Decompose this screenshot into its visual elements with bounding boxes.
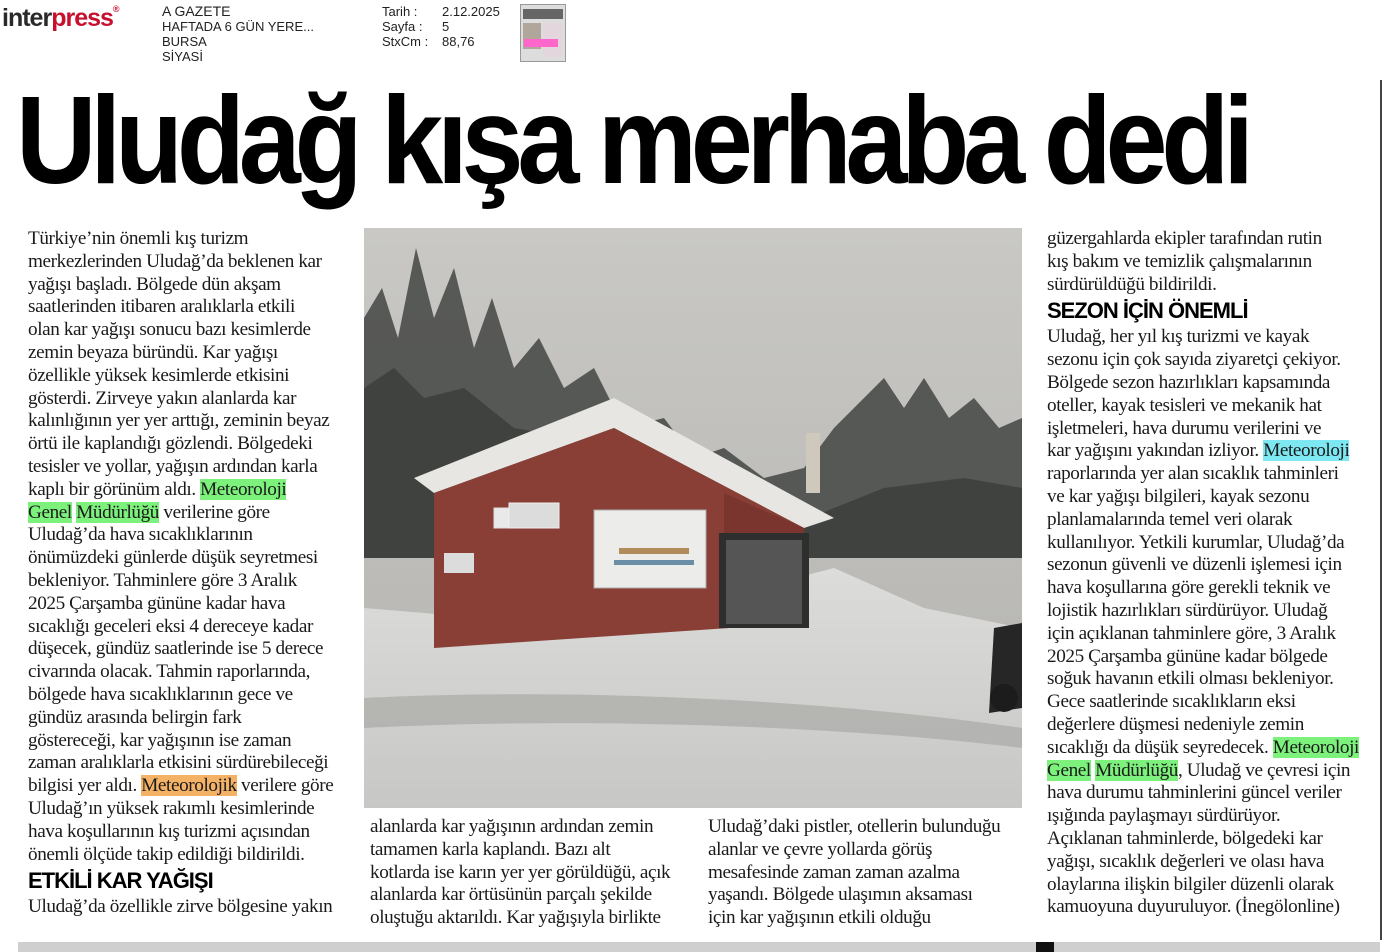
logo-text-press: press	[51, 4, 113, 32]
page-value: 5	[442, 19, 450, 34]
bottom-marker	[1036, 942, 1054, 952]
article-column-4	[1047, 228, 1373, 919]
article-column-2	[370, 816, 695, 930]
date-label: Tarih :	[382, 4, 418, 19]
col1-line: tesisler ve yollar, yağışın ardından karla	[28, 455, 318, 477]
col2-line: alanlarda kar yağışının ardından zemin	[370, 816, 654, 837]
col1-line: gündüz arasında belirgin fark	[28, 706, 242, 728]
col1-line: zemin beyaza büründü. Kar yağışı	[28, 341, 278, 363]
highlight-genel[interactable]: Genel	[28, 501, 72, 523]
col1-line	[28, 502, 358, 525]
col4-line: olaylarına ilişkin bilgiler düzenli olarak	[1047, 873, 1334, 895]
highlight-meteoroloji[interactable]: Meteoroloji	[1263, 440, 1350, 462]
col4-line	[1047, 737, 1373, 760]
highlight-meteoroloji[interactable]: Meteoroloji	[200, 478, 287, 500]
article-photo	[364, 228, 1022, 808]
subheading-sezon-icin-onemli: SEZON İÇİN ÖNEMLİ	[1047, 298, 1248, 324]
publication-info	[162, 4, 314, 64]
highlight-meteoroloji[interactable]: Meteoroloji	[1272, 736, 1359, 758]
col4-line: raporlarında yer alan sıcaklık tahminleri	[1047, 463, 1339, 485]
col1-line: sıcaklığı geceleri eksi 4 dereceye kadar	[28, 615, 313, 637]
col4-text: kar yağışını yakından izliyor.	[1047, 440, 1264, 462]
publication-section: SİYASİ	[162, 49, 203, 64]
interpress-logo	[2, 4, 119, 33]
col1-line: saatlerinden itibaren aralıklarla etkili	[28, 296, 295, 318]
registered-mark: ®	[112, 4, 119, 14]
col2-line: kotlarda ise karın yer yer görüldüğü, açık	[370, 861, 671, 883]
col1-line: göstereceği, kar yağışının ise zaman	[28, 729, 292, 751]
col4-line: lojistik hazırlıkları sürdürüyor. Uludağ	[1047, 599, 1328, 621]
col3-line: alanlar ve çevre yollarda görüş	[708, 838, 933, 860]
col1-line: önemli ölçüde takip edildiği bildirildi.	[28, 843, 305, 865]
col1-line: Uludağ’da hava sıcaklıklarının	[28, 524, 253, 546]
col4-text: sıcaklığı da düşük seyredecek.	[1047, 736, 1273, 758]
col4-line: kullanılıyor. Yetkili kurumlar, Uludağ’da	[1047, 531, 1345, 553]
col2-line: oluştuğu aktarıldı. Kar yağışıyla birlikte	[370, 907, 661, 929]
publication-frequency: HAFTADA 6 GÜN YERE...	[162, 19, 314, 34]
col1-line: yağışı başladı. Bölgede dün akşam	[28, 273, 281, 295]
col1-line: bekleniyor. Tahminlere göre 3 Aralık	[28, 569, 297, 591]
col4-line: soğuk havanın etkili olması bekleniyor.	[1047, 668, 1334, 690]
col1-line: Uludağ’da özellikle zirve bölgesine yakın	[28, 896, 333, 918]
col4-line: yağışı, sıcaklık değerleri ve olası hava	[1047, 850, 1325, 872]
publication-name: A GAZETE	[162, 3, 231, 19]
snowy-building-photo	[364, 228, 1022, 808]
col4-line: hava durumu tahminlerini güncel veriler	[1047, 782, 1342, 804]
col2-line: tamamen karla kaplandı. Bazı alt	[370, 838, 611, 860]
col4-line: 2025 Çarşamba gününe kadar bölgede	[1047, 645, 1328, 667]
col4-line: sezonu için çok sayıda ziyaretçi çekiyor.	[1047, 349, 1341, 371]
col1-line: bölgede hava sıcaklıklarının gece ve	[28, 683, 293, 705]
col4-line: güzergahlarda ekipler tarafından rutin	[1047, 228, 1322, 249]
col1-text: verilere göre	[236, 775, 334, 797]
stxcm-value: 88,76	[442, 34, 475, 49]
col1-line: düşecek, gündüz saatlerinde ise 5 derece	[28, 638, 324, 660]
col4-line	[1047, 440, 1373, 463]
subheading-etkili-kar: ETKİLİ KAR YAĞIŞI	[28, 868, 213, 894]
col4-line: ışığında paylaşmayı sürdürüyor.	[1047, 805, 1281, 827]
highlight-genel[interactable]: Genel	[1047, 759, 1091, 781]
highlight-mudurlugu[interactable]: Müdürlüğü	[76, 501, 159, 523]
col1-line: özellikle yüksek kesimlerde etkisini	[28, 364, 290, 386]
col4-line: hava koşullarına göre gerekli teknik ve	[1047, 577, 1331, 599]
publication-city: BURSA	[162, 34, 207, 49]
col1-line	[28, 479, 358, 502]
col1-text: kaplı bir görünüm aldı.	[28, 478, 201, 500]
col4-line: oteller, kayak tesisleri ve mekanik hat	[1047, 394, 1322, 416]
col4-line: kamuoyuna duyuruluyor. (İnegölonline)	[1047, 896, 1340, 918]
col4-line	[1047, 760, 1373, 783]
bottom-border	[18, 942, 1380, 952]
col1-text: verilerine göre	[158, 501, 270, 523]
headline: Uludağ kışa merhaba dedi	[16, 72, 1248, 210]
article-column-1	[28, 228, 358, 919]
col1-text: bilgisi yer aldı.	[28, 775, 142, 797]
col1-line: hava koşullarının kış turizmi açısından	[28, 820, 310, 842]
col4-line: Gece saatlerinde sıcaklıkların eksi	[1047, 691, 1296, 713]
col4-line: sezonun güvenli ve düzenli işlemesi için	[1047, 554, 1342, 576]
col4-line: Açıklanan tahminlerde, bölgedeki kar	[1047, 827, 1323, 849]
highlight-meteorolojik[interactable]: Meteorolojik	[141, 775, 237, 797]
col4-line: ve kar yağışı bilgileri, kayak sezonu	[1047, 485, 1310, 507]
col2-line: alanlarda kar örtüsünün parçalı şekilde	[370, 884, 652, 906]
col1-line: Uludağ’ın yüksek rakımlı kesimlerinde	[28, 797, 315, 819]
col4-line: Uludağ, her yıl kış turizmi ve kayak	[1047, 326, 1310, 348]
col3-line: mesafesinde zaman zaman azalma	[708, 861, 960, 883]
page-thumbnail[interactable]	[520, 4, 566, 62]
col3-line: Uludağ’daki pistler, otellerin bulunduğu	[708, 816, 1001, 837]
col4-line: Bölgede sezon hazırlıkları kapsamında	[1047, 371, 1331, 393]
col1-line: önümüzdeki günlerde düşük seyretmesi	[28, 547, 318, 569]
stxcm-label: StxCm :	[382, 34, 429, 49]
col4-line: için açıklanan tahminlere göre, 3 Aralık	[1047, 622, 1336, 644]
col4-text: , Uludağ ve çevresi için	[1177, 759, 1351, 781]
col1-line: civarında olacak. Tahmin raporlarında,	[28, 661, 310, 683]
col1-line: merkezlerinden Uludağ’da beklenen kar	[28, 250, 322, 272]
page-edge-line	[1380, 80, 1382, 940]
clipping-details	[382, 4, 500, 49]
col1-line: gösterdi. Zirveye yakın alanlarda kar	[28, 387, 297, 409]
col1-line	[28, 775, 358, 798]
logo-text-inter: inter	[2, 4, 52, 32]
col1-line: örtü ile kaplandığı gözlendi. Bölgedeki	[28, 433, 313, 455]
col1-line: kalınlığının yer yer arttığı, zeminin beyaz	[28, 410, 330, 432]
page-label: Sayfa :	[382, 19, 423, 34]
col1-line: Türkiye’nin önemli kış turizm	[28, 228, 249, 249]
article-column-3	[708, 816, 1028, 930]
col1-line: zaman aralıklarla etkisini sürdürebileceği	[28, 752, 329, 774]
date-value: 2.12.2025	[442, 4, 500, 19]
col4-line: sürdürüldüğü bildirildi.	[1047, 273, 1217, 295]
col4-line: planlamalarında temel veri olarak	[1047, 508, 1293, 530]
col3-line: için kar yağışının etkili olduğu	[708, 907, 931, 929]
col4-line: değerlere düşmesi nedeniyle zemin	[1047, 713, 1304, 735]
col3-line: yaşandı. Bölgede ulaşımın aksaması	[708, 884, 973, 906]
highlight-mudurlugu[interactable]: Müdürlüğü	[1095, 759, 1178, 781]
col1-line: olan kar yağışı sonucu bazı kesimlerde	[28, 319, 311, 341]
col4-line: işletmeleri, hava durumu verilerini ve	[1047, 417, 1322, 439]
col4-line: kış bakım ve temizlik çalışmalarının	[1047, 250, 1312, 272]
col1-line: 2025 Çarşamba gününe kadar hava	[28, 592, 286, 614]
